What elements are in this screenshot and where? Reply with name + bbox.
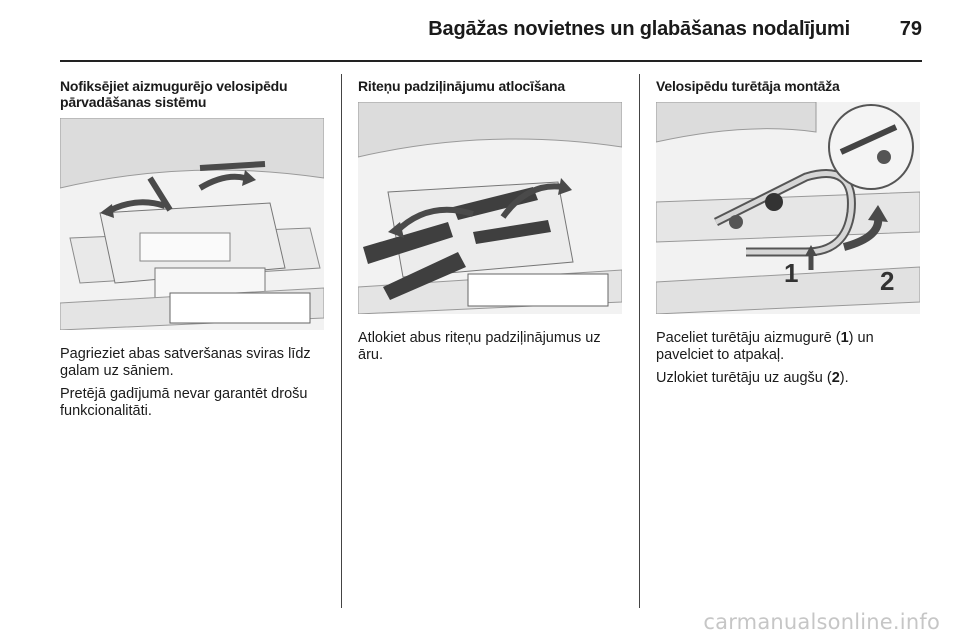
paragraph [656,370,922,387]
figure-label-2: 2 [880,266,895,296]
bike-holder-mount-illustration [656,102,920,314]
section-bike-holder-mount [656,78,922,393]
rotate-lever-illustration [60,118,324,330]
page-number: 79 [899,18,922,40]
paragraph-text: ) un pavelciet to atpakaļ. [656,330,874,363]
paragraph: Pagrieziet abas satveršanas sviras līdz galam uz sāniem. [60,346,311,379]
step-number: 2 [831,370,840,386]
paragraph: Pretējā gadījumā nevar garantēt drošu funkcionalitāti. [60,386,308,419]
paragraph-text: ). [839,370,849,386]
section-rear-carrier-lock [60,78,326,426]
paragraph-text: Paceliet turētāju aizmugurē ( [656,330,841,346]
column-divider [639,74,640,608]
figure-label-1: 1 [784,258,799,288]
watermark: carmanualsonline.info [703,610,940,634]
fold-out-wheel-recess-illustration [358,102,622,314]
section-heading: Velosipēdu turētāja montāža [656,78,840,94]
paragraph-text: Uzlokiet turētāju uz augšu ( [656,370,832,386]
paragraph [656,330,922,364]
column-divider [341,74,342,608]
step-number: 1 [840,330,849,346]
page-title: Bagāžas novietnes un glabāšanas nodalījumi [428,18,850,40]
header-rule [60,60,922,62]
section-heading: Riteņu padziļinājumu atlocīšana [358,78,565,94]
paragraph: Atlokiet abus riteņu padziļinājumus uz āru. [358,330,601,363]
section-heading: Nofiksējiet aizmugurējo velosipēdu pārvadāšanas sistēmu [60,78,288,110]
section-wheel-recess [358,78,624,370]
